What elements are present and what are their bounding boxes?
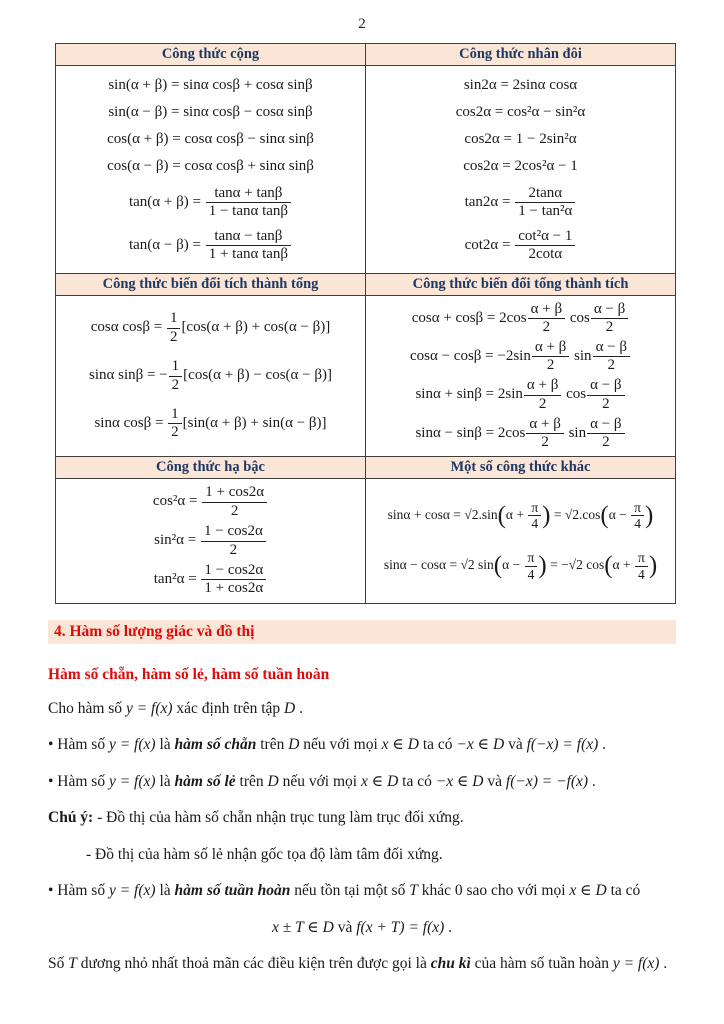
formula: cos²α = $\frac{1 + \cos 2\alpha}{2}$	[153, 484, 268, 520]
bullet-periodic-function: • Hàm số y = f(x) là hàm số tuần hoàn nếu tồn tại một số T khác 0 sao cho với mọi x ∈ D ta có	[48, 882, 641, 900]
formula: tan²α = $\frac{1 - \cos 2\alpha}{1 + \cos 2\alpha}$	[154, 562, 267, 598]
formula: tan2α = $\frac{2\tan\alpha}{\text{1 − tan²α}}$	[465, 185, 577, 221]
header-tich-thanh-tong: Công thức biến đổi tích thành tổng	[56, 274, 366, 296]
formula: sin(α + β) = sinα cosβ + cosα sinβ	[108, 76, 313, 93]
cell-ha-bac	[56, 479, 366, 604]
formula: cos2α = 1 − 2sin²α	[464, 131, 577, 148]
cell-cong-thuc-khac	[366, 479, 676, 604]
cell-cong-thuc-cong	[56, 66, 366, 274]
paragraph-intro: Cho hàm số y = f(x) xác định trên tập D .	[48, 700, 303, 717]
formula: sinα + cosα = √2.sin(α + $\frac{\pi}{4}$ ) = √2.cos(α − $\frac{\pi}{4}$ )	[387, 499, 654, 532]
header-cong-thuc-khac: Một số công thức khác	[366, 457, 676, 479]
formula: sinα + sinβ = 2sin $\frac{\alpha + \beta}{2}$ cos $\frac{\alpha - \beta}{2}$	[415, 377, 625, 413]
period-definition: Số T dương nhỏ nhất thoả mãn các điều kiện trên được gọi là chu kì của hàm số tuần hoàn y = f(x) .	[48, 955, 668, 973]
formula: cosα cosβ = $\frac{1}{2}$ [cos(α + β) + cos(α − β)]	[90, 310, 331, 345]
formula: cosα − cosβ = −2sin $\frac{\alpha + \beta}{2}$ sin $\frac{\alpha - \beta}{2}$	[410, 339, 631, 375]
formula: cos2α = 2cos²α − 1	[463, 158, 578, 175]
formula: sinα cosβ = $\frac{1}{2}$ [sin(α + β) + sin(α − β)]	[94, 406, 327, 441]
cell-tich-thanh-tong	[56, 296, 366, 457]
formula: cos(α − β) = cosα cosβ + sinα sinβ	[107, 158, 314, 175]
bullet-odd-function: • Hàm số y = f(x) là hàm số lẻ trên D nếu với mọi x ∈ D ta có −x ∈ D và f(−x) = −f(x) .	[48, 772, 596, 790]
bullet-even-function: • Hàm số y = f(x) là hàm số chẵn trên D nếu với mọi x ∈ D ta có −x ∈ D và f(−x) = f(x) .	[48, 736, 607, 754]
formula: sinα − cosα = √2 sin(α − $\frac{\pi}{4}$ ) = −√2 cos(α + $\frac{\pi}{4}$ )	[383, 550, 658, 582]
formula: sin²α = $\frac{1 - \cos 2\alpha}{2}$	[154, 523, 267, 559]
cell-cong-thuc-nhan-doi	[366, 66, 676, 274]
formula: sin(α − β) = sinα cosβ − cosα sinβ	[108, 103, 313, 120]
formula: cos2α = cos²α − sin²α	[455, 103, 586, 120]
trig-formula-table	[55, 43, 676, 604]
formula: tan(α − β) = $\frac{\tan\alpha - \tan\beta}{\text{1 + tanα tanβ}}$	[129, 228, 292, 264]
formula: sinα − sinβ = 2cos $\frac{\alpha + \beta}{2}$ sin $\frac{\alpha - \beta}{2}$	[415, 416, 625, 452]
note-odd-symmetry: - Đồ thị của hàm số lẻ nhận gốc tọa độ làm tâm đối xứng.	[86, 845, 443, 863]
cell-tong-thanh-tich	[366, 296, 676, 457]
formula: cot2α = $\frac{\text{cot²α − 1}}{2\cot\alpha}$	[465, 228, 577, 264]
formula: sin2α = 2sinα cosα	[463, 76, 578, 93]
subsection-title: Hàm số chẵn, hàm số lẻ, hàm số tuần hoàn	[48, 666, 330, 683]
table-header-row	[56, 274, 676, 296]
section-title-bar: 4. Hàm số lượng giác và đồ thị	[48, 620, 676, 644]
formula: cos(α + β) = cosα cosβ − sinα sinβ	[107, 131, 314, 148]
note-even-symmetry: Chú ý: - Đồ thị của hàm số chẵn nhận trục tung làm trục đối xứng.	[48, 809, 464, 827]
header-cong-thuc-nhan-doi: Công thức nhân đôi	[366, 44, 676, 66]
formula: sinα sinβ = − $\frac{1}{2}$ [cos(α + β) − cos(α − β)]	[89, 358, 332, 393]
table-content-row	[56, 296, 676, 457]
header-cong-thuc-cong: Công thức cộng	[56, 44, 366, 66]
table-content-row	[56, 479, 676, 604]
page-number: 2	[358, 16, 366, 32]
formula: tan(α + β) = $\frac{\tan\alpha + \tan\beta}{\text{1 − tanα tanβ}}$	[129, 185, 292, 221]
periodic-condition-formula: x ± T ∈ D và f(x + T) = f(x) .	[271, 918, 453, 936]
header-tong-thanh-tich: Công thức biến đổi tổng thành tích	[366, 274, 676, 296]
table-header-row	[56, 457, 676, 479]
header-ha-bac: Công thức hạ bậc	[56, 457, 366, 479]
formula: cosα + cosβ = 2cos $\frac{\alpha + \beta}{2}$ cos $\frac{\alpha - \beta}{2}$	[412, 301, 630, 337]
table-header-row	[56, 44, 676, 66]
table-content-row	[56, 66, 676, 274]
